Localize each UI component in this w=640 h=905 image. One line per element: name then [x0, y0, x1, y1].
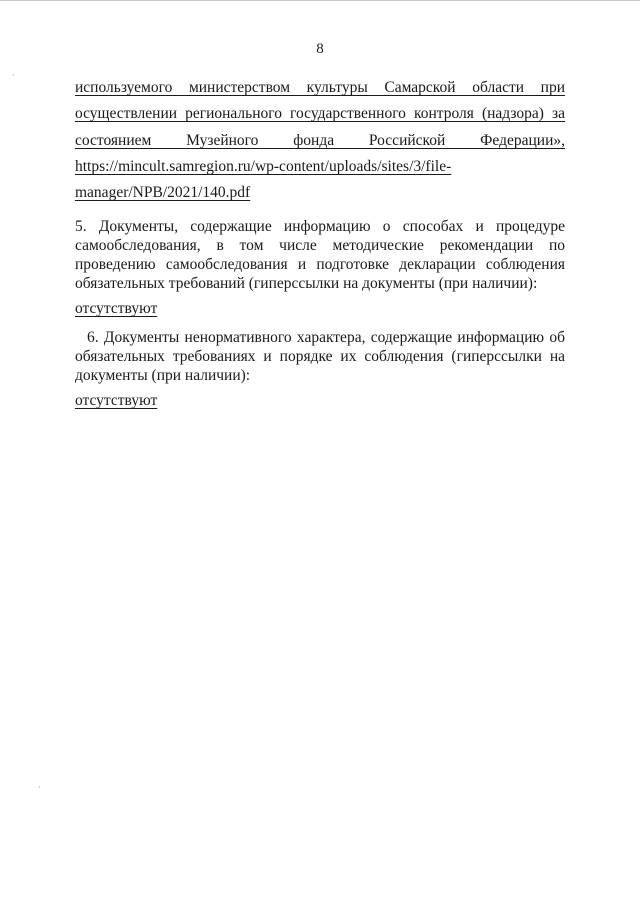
- scan-speck-mark: ·: [12, 70, 15, 80]
- page-number: 8: [316, 41, 324, 57]
- item-5-text: 5. Документы, содержащие информацию о способах и процедуре самообследования, в том числе методические рекомендации по проведению самообследования и подготовке декларации соблюдения обязательных требований (гиперссылки на документы (при наличии):: [75, 218, 565, 292]
- item-5-value: отсутствуют: [75, 300, 158, 317]
- document-line-2: осуществлении регионального государственного контроля (надзора) за: [75, 105, 565, 122]
- document-link-line-2[interactable]: manager/NPB/2021/140.pdf: [75, 184, 251, 201]
- document-line-3: состоянием Музейного фонда Российской Федерации»,: [75, 132, 565, 149]
- item-6-value: отсутствуют: [75, 392, 158, 409]
- item-6-text: 6. Документы ненормативного характера, содержащие информацию об обязательных требованиях и порядке их соблюдения (гиперссылки на документы (при наличии):: [75, 329, 565, 384]
- document-line-1: используемого министерством культуры Самарской области при: [75, 79, 565, 96]
- scan-speck-mark: ·: [38, 782, 41, 792]
- document-link-line-1[interactable]: https://mincult.samregion.ru/wp-content/uploads/sites/3/file-: [75, 158, 452, 175]
